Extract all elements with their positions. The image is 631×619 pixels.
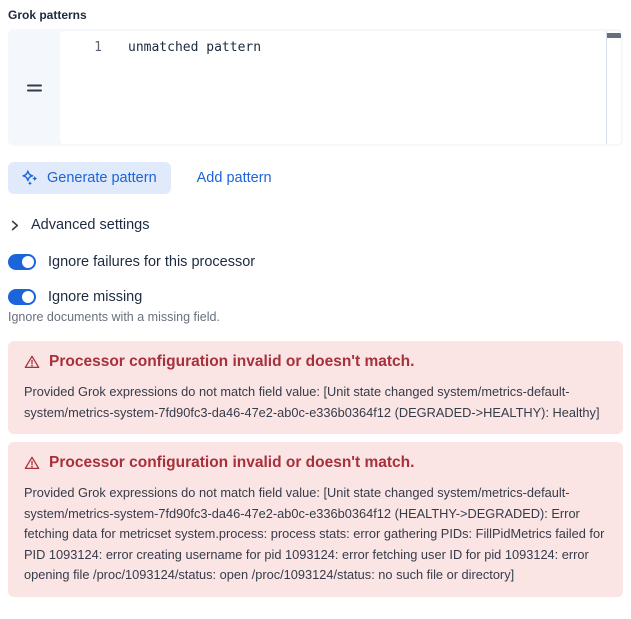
ignore-missing-row [8,289,623,305]
grok-pattern-panel [8,29,623,146]
ignore-failures-label: Ignore failures for this processor [48,254,256,270]
error-callout-title: Processor configuration invalid or doesn't match. [49,454,415,471]
editor-line [60,31,621,57]
error-callout-title: Processor configuration invalid or doesn't match. [49,353,415,370]
chevron-right-icon [8,219,21,232]
generate-pattern-button[interactable] [8,162,171,194]
ignore-missing-toggle[interactable] [8,289,36,305]
editor-code-text: unmatched pattern [128,40,262,55]
grok-patterns-label: Grok patterns [8,8,87,22]
toggle-knob [22,291,34,303]
pattern-actions-row [8,162,623,194]
error-callout-body: Provided Grok expressions do not match field value: [Unit state changed system/metrics-default-system/metrics-system-7fd90fc3-da46-47e2-ab0c-e336b0364f12 (DEGRADED->HEALTHY): Healthy] [24,384,600,420]
grok-pattern-editor[interactable] [60,31,621,144]
drag-handle[interactable] [8,29,60,146]
ignore-missing-help-text: Ignore documents with a missing field. [8,310,220,324]
ignore-failures-row [8,254,623,270]
editor-scrollbar-thumb[interactable] [607,33,621,38]
advanced-settings-accordion[interactable] [8,217,150,233]
sparkles-icon [22,170,39,187]
toggle-knob [22,256,34,268]
editor-scrollbar[interactable] [606,31,621,144]
error-callout-1 [8,341,623,434]
error-callout-body: Provided Grok expressions do not match field value: [Unit state changed system/metrics-default-system/metrics-system-7fd90fc3-da46-47e2-ab0c-e336b0364f12 (HEALTHY->DEGRADED): Error fetching data for metricset system.process: process stats: error gathering PIDs: FillPidMetrics failed for PID 1093124: error creating username for pid 1093124: error fetching user ID for pid 1093124: error opening file /proc/1093124/status: open /proc/1093124/status: no such file or directory] [24,485,605,582]
warning-icon [24,455,40,471]
warning-icon [24,354,40,370]
error-callout-2 [8,442,623,597]
advanced-settings-label: Advanced settings [31,217,150,233]
ignore-failures-toggle[interactable] [8,254,36,270]
generate-pattern-label: Generate pattern [47,170,157,186]
grab-handle-icon [27,83,42,93]
editor-line-number: 1 [94,40,102,55]
add-pattern-link[interactable]: Add pattern [196,170,272,186]
ignore-missing-label: Ignore missing [48,289,143,305]
